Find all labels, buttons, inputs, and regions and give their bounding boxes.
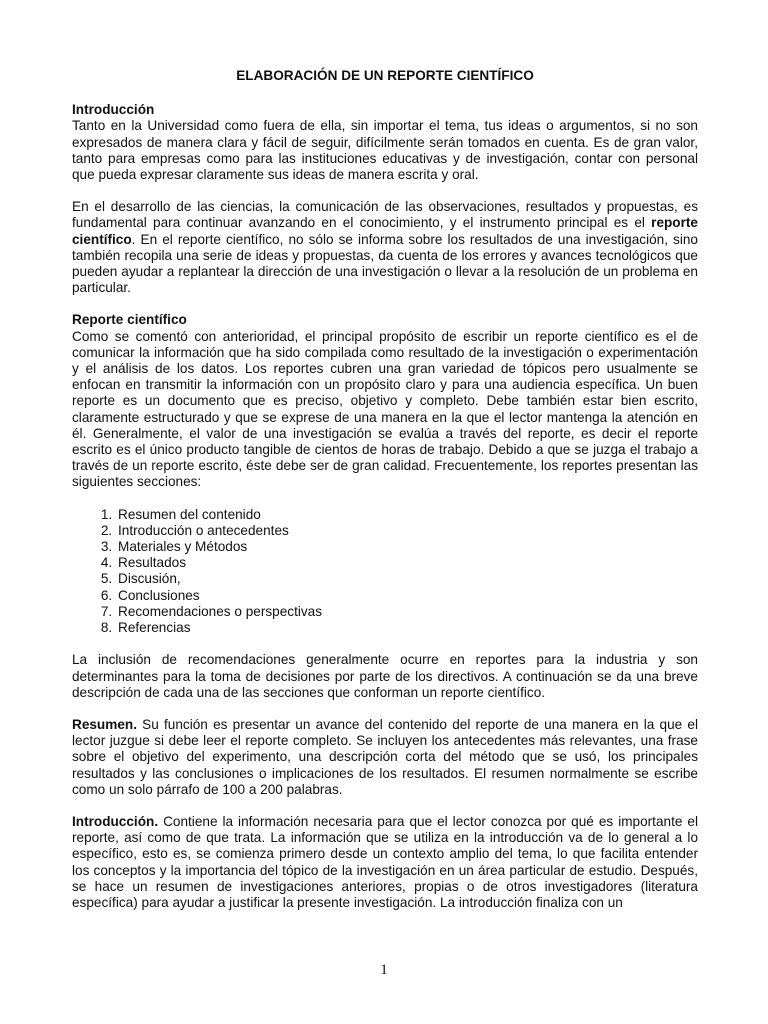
page-number: 1: [380, 962, 388, 978]
intro-p2-start: En el desarrollo de las ciencias, la comunicación de las observaciones, resultados y propuestas, es fundamental para continuar avanzando en el conocimiento, y el instrumento principal es el: [72, 199, 698, 231]
introduccion-text: Contiene la información necesaria para que el lector conozca por qué es importante el reporte, así como de que trata. La información que se utiliza en la introducción va de lo general a lo específico, esto es, se comienza primero desde un contexto amplio del tema, lo que facilita entender los conceptos y la importancia del tópico de la investigación en un área particular de estudio. Después, se hace un resumen de investigaciones anteriores, propias o de otros investigadores (literatura específica) para ayudar a justificar la presente investigación. La introducción finaliza con un: [72, 813, 698, 910]
section-item: 6. Conclusiones: [116, 588, 698, 604]
intro-p2-bold: reporte científico: [72, 215, 698, 247]
introduccion-label: Introducción.: [72, 813, 159, 829]
report-heading: Reporte científico: [72, 312, 187, 328]
report-paragraph-1: Como se comentó con anterioridad, el principal propósito de escribir un reporte científico es el de comunicar la información que ha sido compilada como resultado de la investigación o experimentación y el análisis de los datos. Los reportes cubren una gran variedad de tópicos pero usualmente se enfocan en transmitir la información con un propósito claro y para una audiencia específica. Un buen reporte es un documento que es preciso, objetivo y completo. Debe también estar bien escrito, claramente estructurado y que se exprese de una manera en la que el lector mantenga la atención en él. Generalmente, el valor de una investigación se evalúa a través del reporte, es decir el reporte escrito es el único producto tangible de cientos de horas de trabajo. Debido a que se juzga el trabajo a través de un reporte escrito, éste debe ser de gran calidad. Frecuentemente, los reportes presentan las siguientes secciones:: [72, 328, 698, 490]
section-item: 5. Discusión,: [116, 571, 698, 587]
resumen-label: Resumen.: [72, 716, 137, 732]
section-item: 1. Resumen del contenido: [116, 507, 698, 523]
document-title: ELABORACIÓN DE UN REPORTE CIENTÍFICO: [236, 68, 534, 83]
resumen-text: Su función es presentar un avance del contenido del reporte de una manera en la que el lector juzgue si debe leer el reporte completo. Se incluyen los antecedentes más relevantes, una frase sobre el objetivo del experimento, una descripción corta del método que se usó, los principales resultados y las conclusiones o implicaciones de los resultados. El resumen normalmente se escribe como un solo párrafo de 100 a 200 palabras.: [72, 716, 698, 797]
document-page: [72, 68, 698, 911]
section-item: 4. Resultados: [116, 555, 698, 571]
section-item: 2. Introducción o antecedentes: [116, 523, 698, 539]
intro-paragraph-1: Tanto en la Universidad como fuera de ella, sin importar el tema, tus ideas o argumentos, si no son expresados de manera clara y fácil de seguir, difícilmente serán tomados en cuenta. Es de gran valor, tanto para empresas como para las instituciones educativas y de investigación, contar con personal que pueda expresar claramente sus ideas de manera escrita y oral.: [72, 118, 698, 183]
introduccion-paragraph: [72, 814, 698, 911]
intro-heading: Introducción: [72, 102, 155, 118]
report-paragraph-2: La inclusión de recomendaciones generalmente ocurre en reportes para la industria y son determinantes para la toma de decisiones por parte de los directivos. A continuación se da una breve descripción de cada una de las secciones que conforman un reporte científico.: [72, 652, 698, 700]
section-item: 7. Recomendaciones o perspectivas: [116, 604, 698, 620]
section-item: 8. Referencias: [116, 620, 698, 636]
section-item: 3. Materiales y Métodos: [116, 539, 698, 555]
resumen-paragraph: [72, 717, 698, 798]
intro-paragraph-2: [72, 199, 698, 296]
sections-list: [72, 507, 698, 637]
intro-p2-end: . En el reporte científico, no sólo se informa sobre los resultados de una investigación, sino también recopila una serie de ideas y propuestas, da cuenta de los errores y avances tecnológicos que pueden ayudar a replantear la dirección de una investigación o llevar a la resolución de un problema en particular.: [72, 231, 698, 296]
